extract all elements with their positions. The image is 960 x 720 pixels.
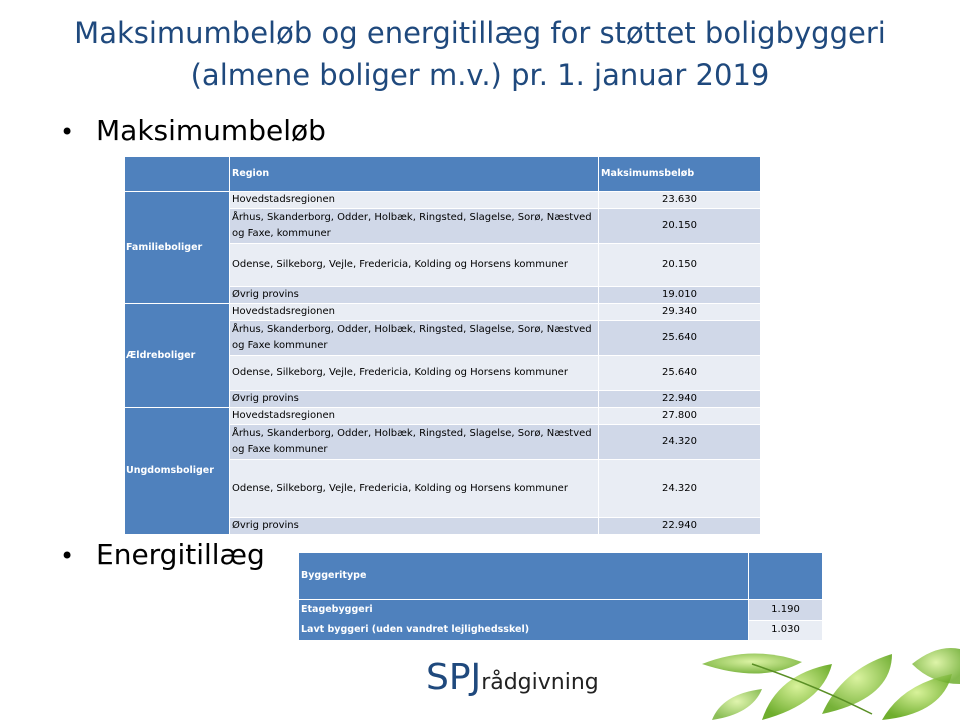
amount-cell: 22.940 <box>599 391 761 408</box>
region-cell: Odense, Silkeborg, Vejle, Fredericia, Kolding og Horsens kommuner <box>230 244 599 287</box>
region-cell: Øvrig provins <box>230 518 599 535</box>
logo-small-text: rådgivning <box>481 670 599 695</box>
region-cell: Hovedstadsregionen <box>230 192 599 209</box>
byggeritype-lavt: Lavt byggeri (uden vandret lejlighedsskel) <box>301 624 530 635</box>
region-cell: Øvrig provins <box>230 287 599 304</box>
logo-big-text: SPJ <box>426 657 482 698</box>
table-row <box>125 304 761 321</box>
amount-cell: 25.640 <box>599 321 761 356</box>
group-label-aeldreboliger: Ældreboliger <box>125 304 230 408</box>
region-cell: Øvrig provins <box>230 391 599 408</box>
table-row <box>299 600 823 621</box>
group-label-familieboliger: Familieboliger <box>125 192 230 304</box>
header-cell-byggeritype: Byggeritype <box>299 553 749 600</box>
region-cell: Århus, Skanderborg, Odder, Holbæk, Ringsted, Slagelse, Sorø, Næstved og Faxe, kommuner <box>230 209 599 244</box>
value-cell: 1.190 <box>749 600 823 621</box>
amount-cell: 24.320 <box>599 425 761 460</box>
bullet-label: Maksimumbeløb <box>96 114 326 147</box>
table-header-row <box>125 157 761 192</box>
spj-logo <box>426 658 599 698</box>
bullet-dot: • <box>60 542 75 570</box>
amount-cell: 20.150 <box>599 244 761 287</box>
region-cell: Odense, Silkeborg, Vejle, Fredericia, Kolding og Horsens kommuner <box>230 460 599 518</box>
energitillaeg-table <box>298 552 823 641</box>
bullet-label: Energitillæg <box>96 538 265 571</box>
amount-cell: 29.340 <box>599 304 761 321</box>
table-row <box>125 408 761 425</box>
header-cell-amount: Maksimumsbeløb <box>599 157 761 192</box>
header-cell-group <box>125 157 230 192</box>
amount-cell: 23.630 <box>599 192 761 209</box>
region-cell: Hovedstadsregionen <box>230 304 599 321</box>
region-cell: Århus, Skanderborg, Odder, Holbæk, Ringsted, Slagelse, Sorø, Næstved og Faxe kommuner <box>230 425 599 460</box>
bullet-maksimumbelob <box>60 114 326 149</box>
leaves-decoration <box>692 644 960 720</box>
byggeritype-etage: Etagebyggeri <box>301 604 373 615</box>
header-cell-empty <box>749 553 823 600</box>
bullet-dot: • <box>60 118 75 146</box>
bullet-energitillaeg <box>60 538 265 573</box>
amount-cell: 24.320 <box>599 460 761 518</box>
table-row <box>125 192 761 209</box>
table-header-row <box>299 553 823 600</box>
amount-cell: 22.940 <box>599 518 761 535</box>
header-cell-region: Region <box>230 157 599 192</box>
amount-cell: 20.150 <box>599 209 761 244</box>
slide-title-line-2: (almene boliger m.v.) pr. 1. januar 2019 <box>190 58 770 92</box>
group-label-ungdomsboliger: Ungdomsboliger <box>125 408 230 535</box>
region-cell: Odense, Silkeborg, Vejle, Fredericia, Kolding og Horsens kommuner <box>230 356 599 391</box>
value-cell: 1.030 <box>749 620 823 641</box>
byggeritype-cell <box>299 600 749 641</box>
maksimumbelob-table <box>124 156 761 535</box>
slide-title <box>0 12 960 96</box>
slide-title-line-1: Maksimumbeløb og energitillæg for støttet boligbyggeri <box>74 16 886 50</box>
amount-cell: 27.800 <box>599 408 761 425</box>
region-cell: Århus, Skanderborg, Odder, Holbæk, Ringsted, Slagelse, Sorø, Næstved og Faxe kommuner <box>230 321 599 356</box>
amount-cell: 19.010 <box>599 287 761 304</box>
region-cell: Hovedstadsregionen <box>230 408 599 425</box>
amount-cell: 25.640 <box>599 356 761 391</box>
